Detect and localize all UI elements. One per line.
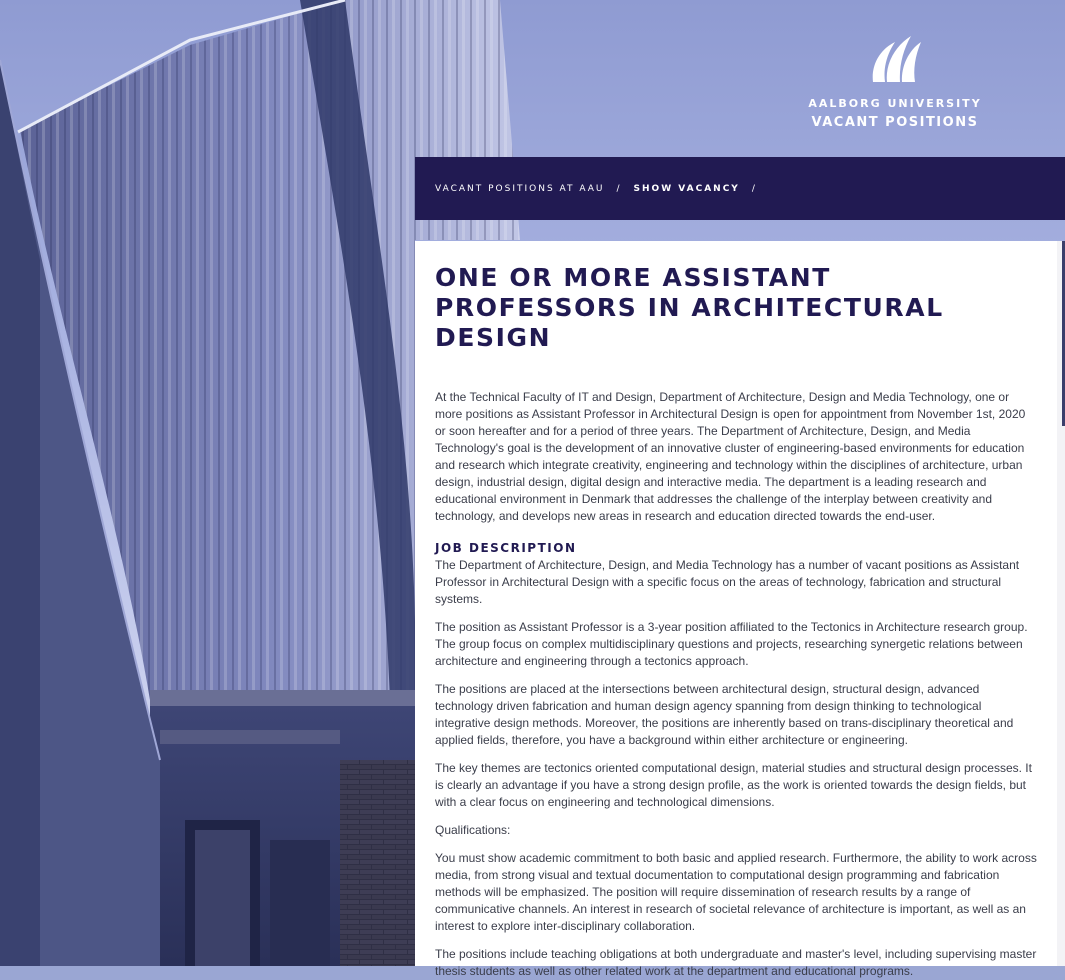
section-name: VACANT POSITIONS	[811, 115, 979, 130]
aau-wave-logo-icon	[867, 30, 923, 88]
breadcrumb-separator: /	[616, 183, 622, 194]
breadcrumb-separator: /	[751, 183, 757, 194]
vacancy-content	[415, 241, 1057, 978]
job-description-paragraph: The positions are placed at the intersections between architectural design, structural design, advanced technology driven fabrication and human design agency spanning from design thinking to technological integrative design methods. Moreover, the positions are inherently based on trans-disciplinary theoretical and applied fields, therefore, you have a background within either architecture or engineering.	[435, 682, 1014, 747]
qualifications-label: Qualifications:	[435, 823, 511, 837]
job-description-paragraph: The position as Assistant Professor is a 3-year position affiliated to the Tectonics in Architecture research group. The group focus on complex multidisciplinary questions and projects, researching synergetic relations between architecture and engineering through a tectonics approach.	[435, 620, 1028, 668]
intro-paragraph: At the Technical Faculty of IT and Design, Department of Architecture, Design and Media Technology, one or more positions as Assistant Professor in Architectural Design is open for appointment from November 1st, 2020 or soon hereafter and for a period of three years. The Department of Architecture, Design, and Media Technology's goal is the development of an innovative cluster of engineering-based environments for education and research which integrate creativity, engineering and technology within the disciplines of architecture, urban design, industrial design, digital design and interactive media. The department is a leading research and educational environment in Denmark that addresses the challenge of the interplay between creativity and technology, and develops new areas in research and education directed towards the end-user.	[435, 390, 1026, 523]
job-description-paragraph: The key themes are tectonics oriented computational design, material studies and structural design processes. It is clearly an advantage if you have a strong design profile, as the work is oriented towards the design fields, but with a clear focus on engineering and technological dimensions.	[435, 761, 1032, 809]
breadcrumb	[415, 157, 1065, 220]
job-description-paragraph: The Department of Architecture, Design, and Media Technology has a number of vacant positions as Assistant Professor in Architectural Design with a specific focus on the areas of technology, fabrication and structural systems.	[435, 558, 1020, 606]
breadcrumb-item-vacant-positions[interactable]: VACANT POSITIONS AT AAU	[435, 183, 605, 194]
qualifications-paragraph: You must show academic commitment to both basic and applied research. Furthermore, the ability to work across media, from strong visual and textual documentation to computational design programming and fabrication methods will be emphasized. The position will require dissemination of research results by a range of communicative channels. An interest in research of societal relevance of architecture is important, as well as an interest to explore inter-disciplinary collaboration.	[435, 851, 1037, 933]
breadcrumb-item-show-vacancy[interactable]: SHOW VACANCY	[633, 183, 740, 194]
job-description-heading: JOB DESCRIPTION	[435, 541, 577, 555]
university-name: AALBORG UNIVERSITY	[808, 97, 982, 110]
page-title: ONE OR MORE ASSISTANT PROFESSORS IN ARCHITECTURAL DESIGN	[435, 263, 944, 352]
university-logo[interactable]	[800, 30, 990, 134]
qualifications-paragraph: The positions include teaching obligations at both undergraduate and master's level, including supervising master thesis students as well as other related work at the department and educational programs.	[435, 947, 1037, 978]
